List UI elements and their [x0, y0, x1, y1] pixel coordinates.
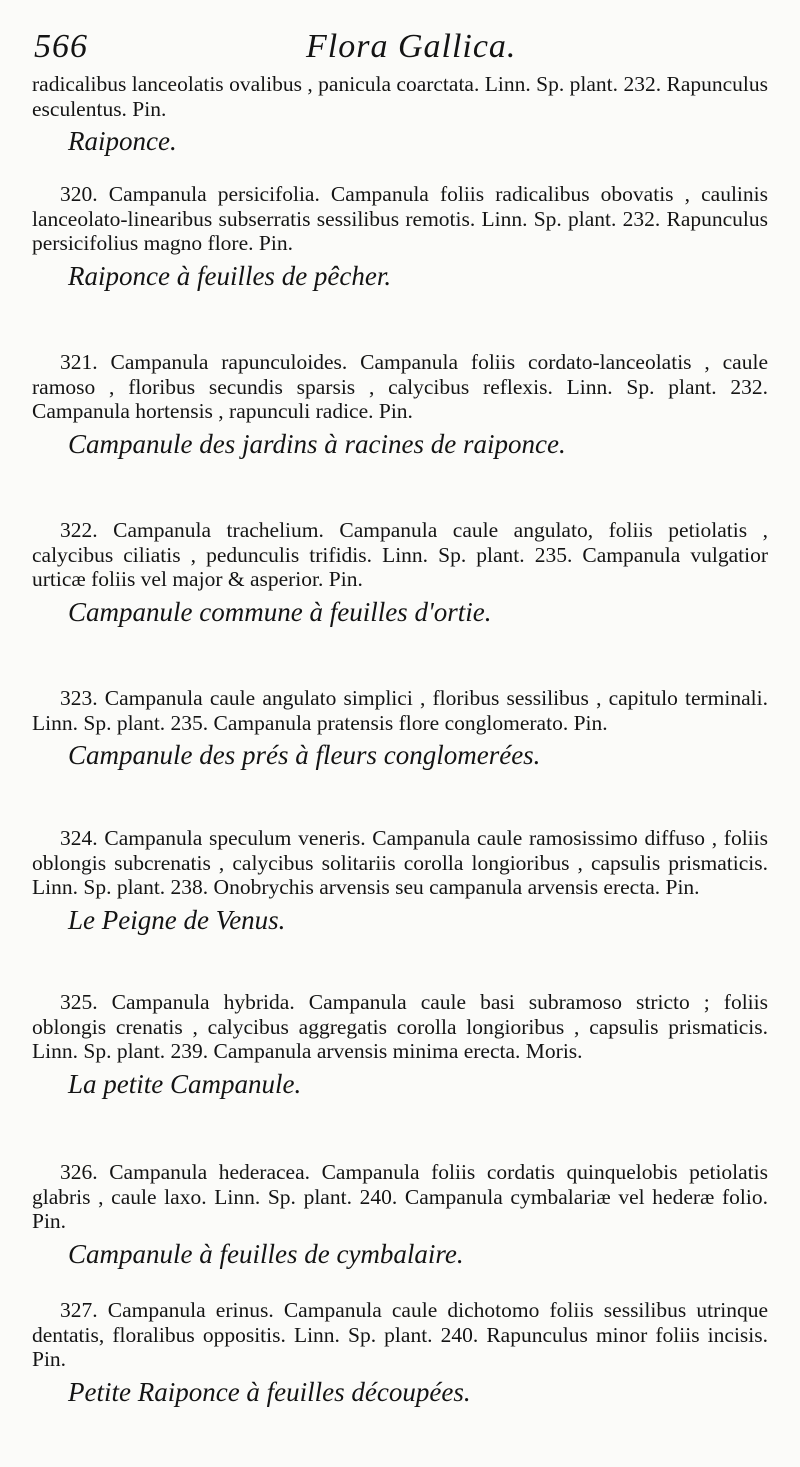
entry-description: 324. Campanula speculum veneris. Campanula caule ramosissimo diffuso , foliis oblongis subcrenatis , calycibus solitariis corolla longioribus , capsulis prismaticis. Linn. Sp. plant. 238. Onobrychis arvensis seu campanula arvensis erecta. Pin.: [32, 826, 768, 899]
entry-common-name: Raiponce.: [68, 126, 177, 156]
entry-common-name: La petite Campanule.: [68, 1068, 302, 1099]
entry-description: 326. Campanula hederacea. Campanula foliis cordatis quinquelobis petiolatis glabris , caule laxo. Linn. Sp. plant. 240. Campanula cymbalariæ vel hederæ folio. Pin.: [32, 1160, 768, 1233]
continued-entry: [32, 72, 768, 157]
page-number: 566: [34, 28, 88, 65]
entry-common-name: Campanule commune à feuilles d'ortie.: [68, 596, 492, 627]
entry-326: [32, 1160, 768, 1270]
entry-322: [32, 518, 768, 628]
entry-description: 321. Campanula rapunculoides. Campanula foliis cordato-lanceolatis , caule ramoso , floribus secundis sparsis , calycibus reflexis. Linn. Sp. plant. 232. Campanula hortensis , rapunculi radice. Pin.: [32, 350, 768, 423]
entry-323: [32, 686, 768, 771]
entry-common-name: Campanule des prés à fleurs conglomerées.: [68, 740, 541, 770]
entry-description: radicalibus lanceolatis ovalibus , panicula coarctata. Linn. Sp. plant. 232. Rapunculus esculentus. Pin.: [32, 72, 768, 121]
entry-common-name: Campanule à feuilles de cymbalaire.: [68, 1238, 464, 1269]
entry-common-name: Petite Raiponce à feuilles découpées.: [68, 1376, 471, 1407]
entry-description: 325. Campanula hybrida. Campanula caule basi subramoso stricto ; foliis oblongis crenatis , calycibus aggregatis corolla longioribus , capsulis prismaticis. Linn. Sp. plant. 239. Campanula arvensis minima erecta. Moris.: [32, 990, 768, 1063]
entry-321: [32, 350, 768, 460]
entry-324: [32, 826, 768, 936]
entry-320: [32, 182, 768, 292]
entry-description: 323. Campanula caule angulato simplici , floribus sessilibus , capitulo terminali. Linn. Sp. plant. 235. Campanula pratensis flore conglomerato. Pin.: [32, 686, 768, 735]
running-title: Flora Gallica.: [306, 28, 517, 65]
entry-327: [32, 1298, 768, 1408]
entry-325: [32, 990, 768, 1100]
entry-description: 322. Campanula trachelium. Campanula caule angulato, foliis petiolatis , calycibus ciliatis , pedunculis trifidis. Linn. Sp. plant. 235. Campanula vulgatior urticæ foliis vel major & asperior. Pin.: [32, 518, 768, 591]
page-header: [32, 24, 772, 70]
entry-description: 320. Campanula persicifolia. Campanula foliis radicalibus obovatis , caulinis lanceolato-linearibus subserratis sessilibus remotis. Linn. Sp. plant. 232. Rapunculus persicifolius magno flore. Pin.: [32, 182, 768, 255]
entry-description: 327. Campanula erinus. Campanula caule dichotomo foliis sessilibus utrinque dentatis, floralibus oppositis. Linn. Sp. plant. 240. Rapunculus minor foliis incisis. Pin.: [32, 1298, 768, 1371]
entry-common-name: Campanule des jardins à racines de raiponce.: [68, 428, 566, 459]
entry-common-name: Raiponce à feuilles de pêcher.: [68, 260, 392, 291]
entry-common-name: Le Peigne de Venus.: [68, 904, 286, 935]
